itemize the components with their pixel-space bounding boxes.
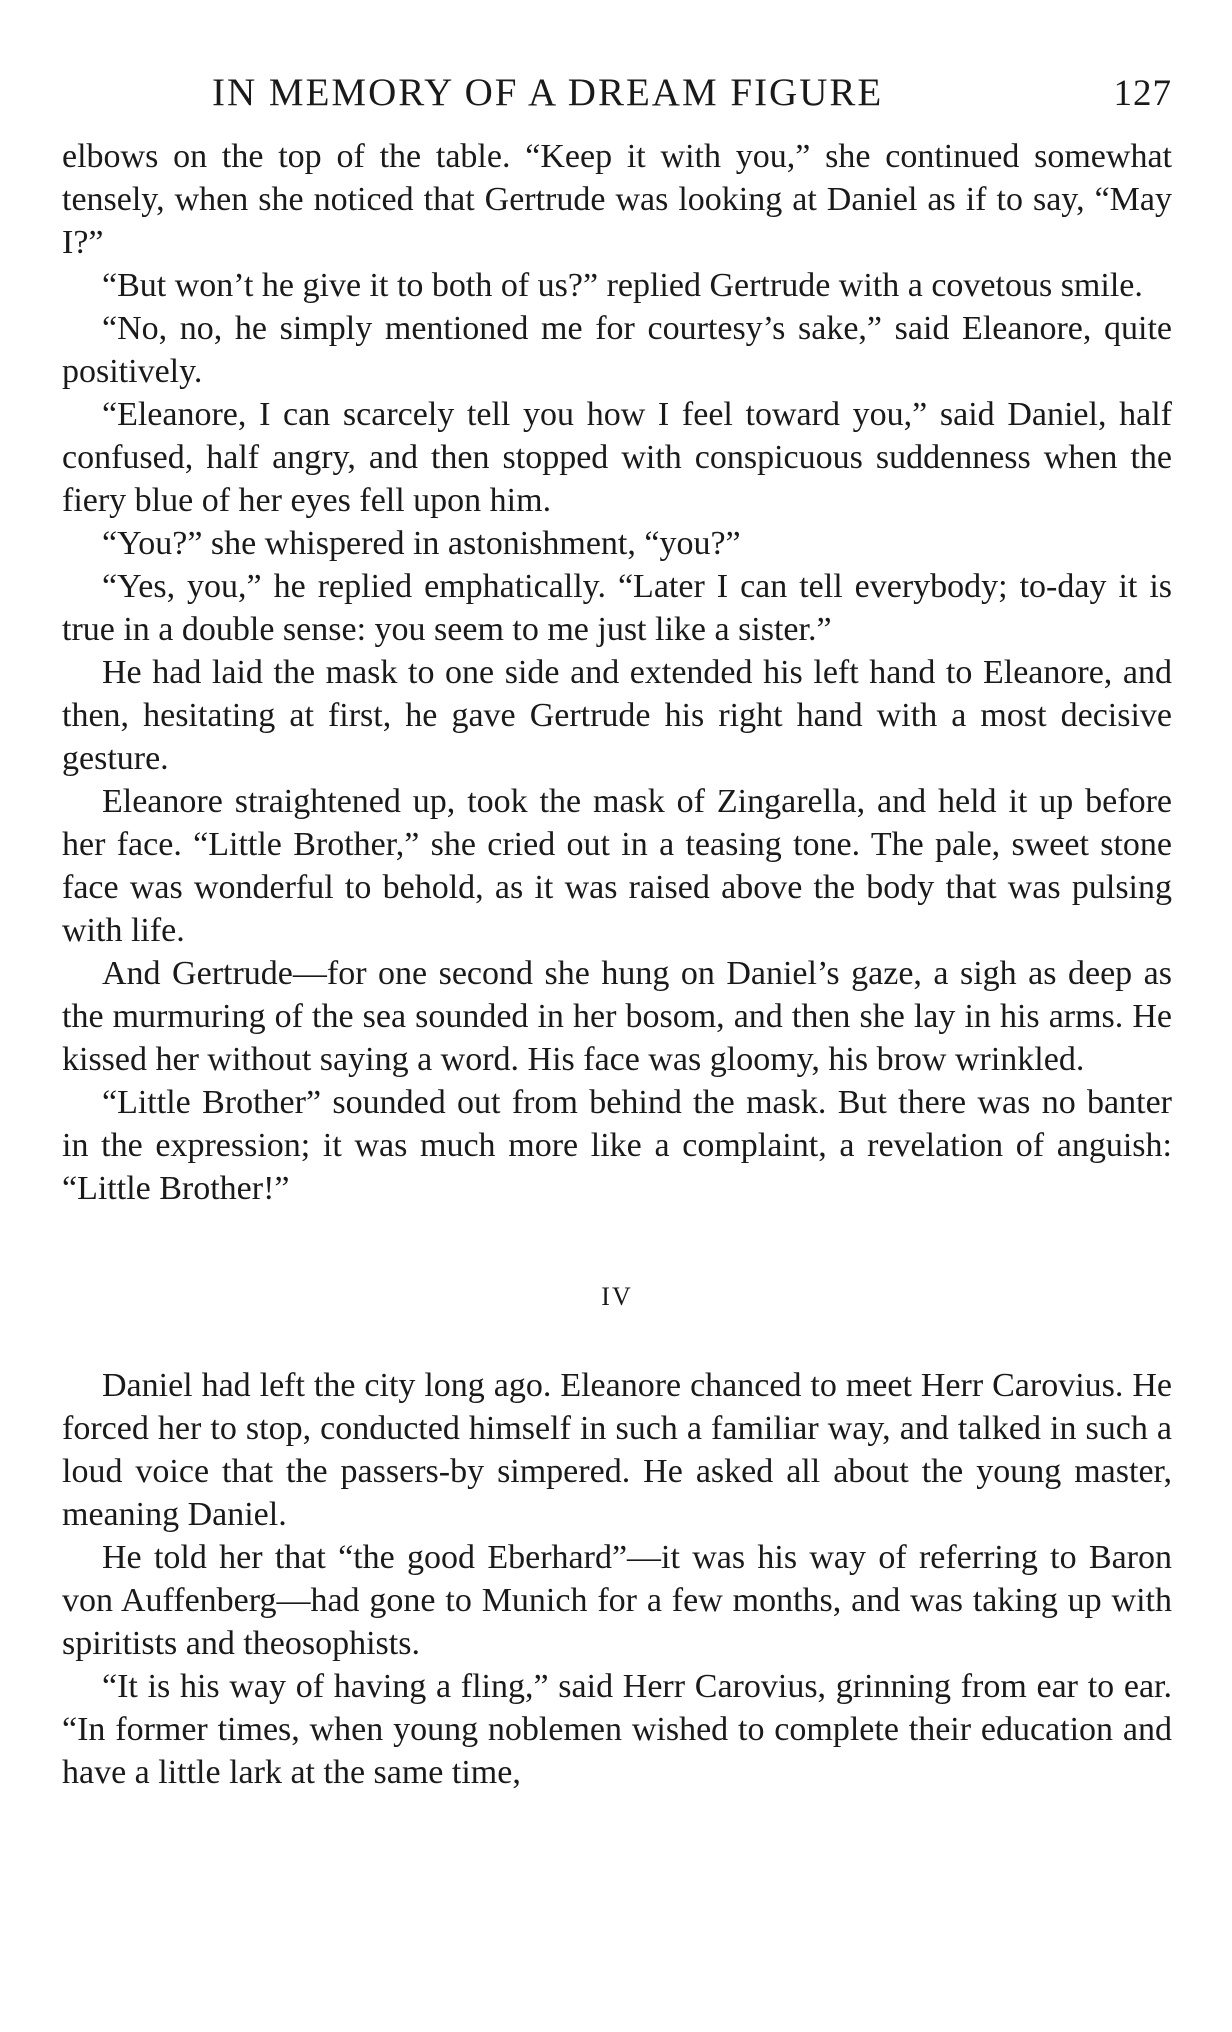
- paragraph: “You?” she whispered in astonishment, “you?”: [102, 525, 741, 562]
- paragraph: “Yes, you,” he replied emphatically. “Later I can tell everybody; to-day it is true in a double sense: you seem to me just like a sister.”: [62, 568, 1172, 648]
- paragraph: “But won’t he give it to both of us?” replied Gertrude with a covetous smile.: [102, 267, 1143, 304]
- paragraph: He told her that “the good Eberhard”—it was his way of referring to Baron von Auffenberg—had gone to Munich for a few months, and was taking up with spiritists and theosophists.: [62, 1539, 1172, 1662]
- paragraph: “Eleanore, I can scarcely tell you how I feel toward you,” said Daniel, half confused, half angry, and then stopped with conspicuous suddenness when the fiery blue of her eyes fell upon him.: [62, 396, 1172, 519]
- paragraph: And Gertrude—for one second she hung on Daniel’s gaze, a sigh as deep as the murmuring of the sea sounded in her bosom, and then she lay in his arms. He kissed her without saying a word. His face was gloomy, his brow wrinkled.: [62, 955, 1172, 1078]
- paragraph: “Little Brother” sounded out from behind the mask. But there was no banter in the expression; it was much more like a complaint, a revelation of anguish: “Little Brother!”: [62, 1084, 1172, 1207]
- page-number: 127: [1113, 73, 1172, 114]
- page-header: [62, 70, 1172, 115]
- paragraph: Eleanore straightened up, took the mask of Zingarella, and held it up before her face. “Little Brother,” she cried out in a teasing tone. The pale, sweet stone face was wonderful to behold, as it was raised above the body that was pulsing with life.: [62, 783, 1172, 949]
- paragraph: elbows on the top of the table. “Keep it with you,” she continued somewhat tensely, when she noticed that Gertrude was looking at Daniel as if to say, “May I?”: [62, 138, 1172, 261]
- paragraph: “It is his way of having a fling,” said Herr Carovius, grinning from ear to ear. “In former times, when young noblemen wished to complete their education and have a little lark at the same time,: [62, 1668, 1172, 1791]
- book-page: [62, 70, 1172, 1794]
- section-heading: IV: [601, 1282, 633, 1311]
- paragraph: Daniel had left the city long ago. Eleanore chanced to meet Herr Carovius. He forced her to stop, conducted himself in such a familiar way, and talked in such a loud voice that the passers-by simpered. He asked all about the young master, meaning Daniel.: [62, 1367, 1172, 1533]
- page-body: [62, 135, 1172, 1794]
- paragraph: “No, no, he simply mentioned me for courtesy’s sake,” said Eleanore, quite positively.: [62, 310, 1172, 390]
- running-title: IN MEMORY OF A DREAM FIGURE: [212, 71, 884, 114]
- paragraph: He had laid the mask to one side and extended his left hand to Eleanore, and then, hesitating at first, he gave Gertrude his right hand with a most decisive gesture.: [62, 654, 1172, 777]
